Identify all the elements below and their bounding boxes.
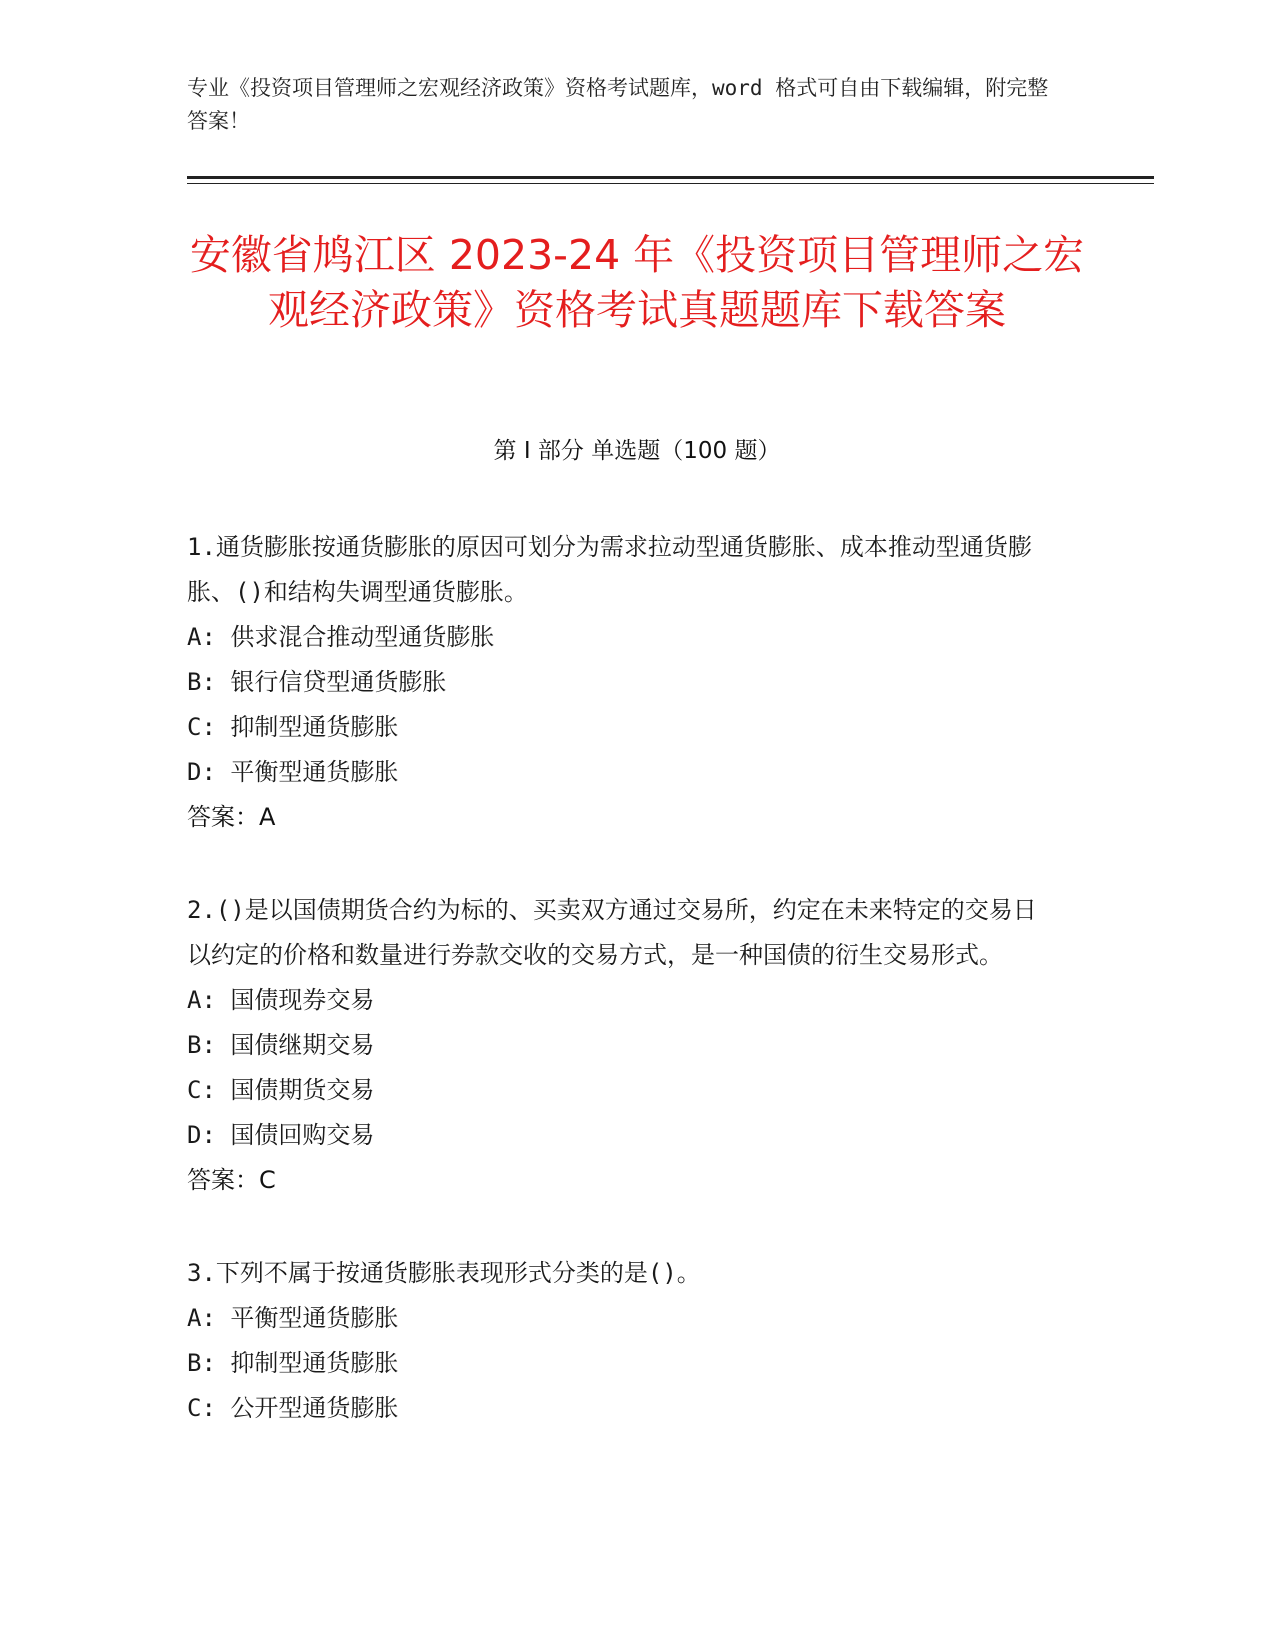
section-title: 第 I 部分 单选题（100 题）: [493, 438, 781, 464]
option-b: B: 抑制型通货膨胀: [187, 1349, 399, 1377]
option-d: D: 国债回购交易: [187, 1121, 375, 1149]
answer: 答案：C: [187, 1166, 276, 1194]
question-stem: 1.通货膨胀按通货膨胀的原因可划分为需求拉动型通货膨胀、成本推动型通货膨胀、()和结构失调型通货膨胀。: [187, 533, 1032, 606]
document-title: 安徽省鸠江区 2023-24 年《投资项目管理师之宏观经济政策》资格考试真题题库下载答案: [189, 231, 1085, 334]
answer: 答案：A: [187, 803, 276, 831]
option-c: C: 国债期货交易: [187, 1076, 375, 1104]
option-c: C: 抑制型通货膨胀: [187, 713, 399, 741]
option-b: B: 银行信贷型通货膨胀: [187, 668, 447, 696]
question-stem: 3.下列不属于按通货膨胀表现形式分类的是()。: [187, 1259, 701, 1287]
header-note: 专业《投资项目管理师之宏观经济政策》资格考试题库，word 格式可自由下载编辑，附完整答案！: [187, 76, 1049, 133]
option-d: D: 平衡型通货膨胀: [187, 758, 399, 786]
header-divider-thin: [187, 183, 1154, 184]
option-b: B: 国债继期交易: [187, 1031, 375, 1059]
question-1: [187, 525, 1057, 840]
option-c: C: 公开型通货膨胀: [187, 1394, 399, 1422]
option-a: A: 供求混合推动型通货膨胀: [187, 623, 495, 651]
question-list: [187, 525, 1057, 1479]
question-3: [187, 1251, 1057, 1431]
option-a: A: 国债现券交易: [187, 986, 375, 1014]
header-divider-thick: [187, 176, 1154, 179]
option-a: A: 平衡型通货膨胀: [187, 1304, 399, 1332]
question-stem: 2.()是以国债期货合约为标的、买卖双方通过交易所，约定在未来特定的交易日以约定的价格和数量进行券款交收的交易方式，是一种国债的衍生交易形式。: [187, 896, 1037, 969]
question-2: [187, 888, 1057, 1203]
